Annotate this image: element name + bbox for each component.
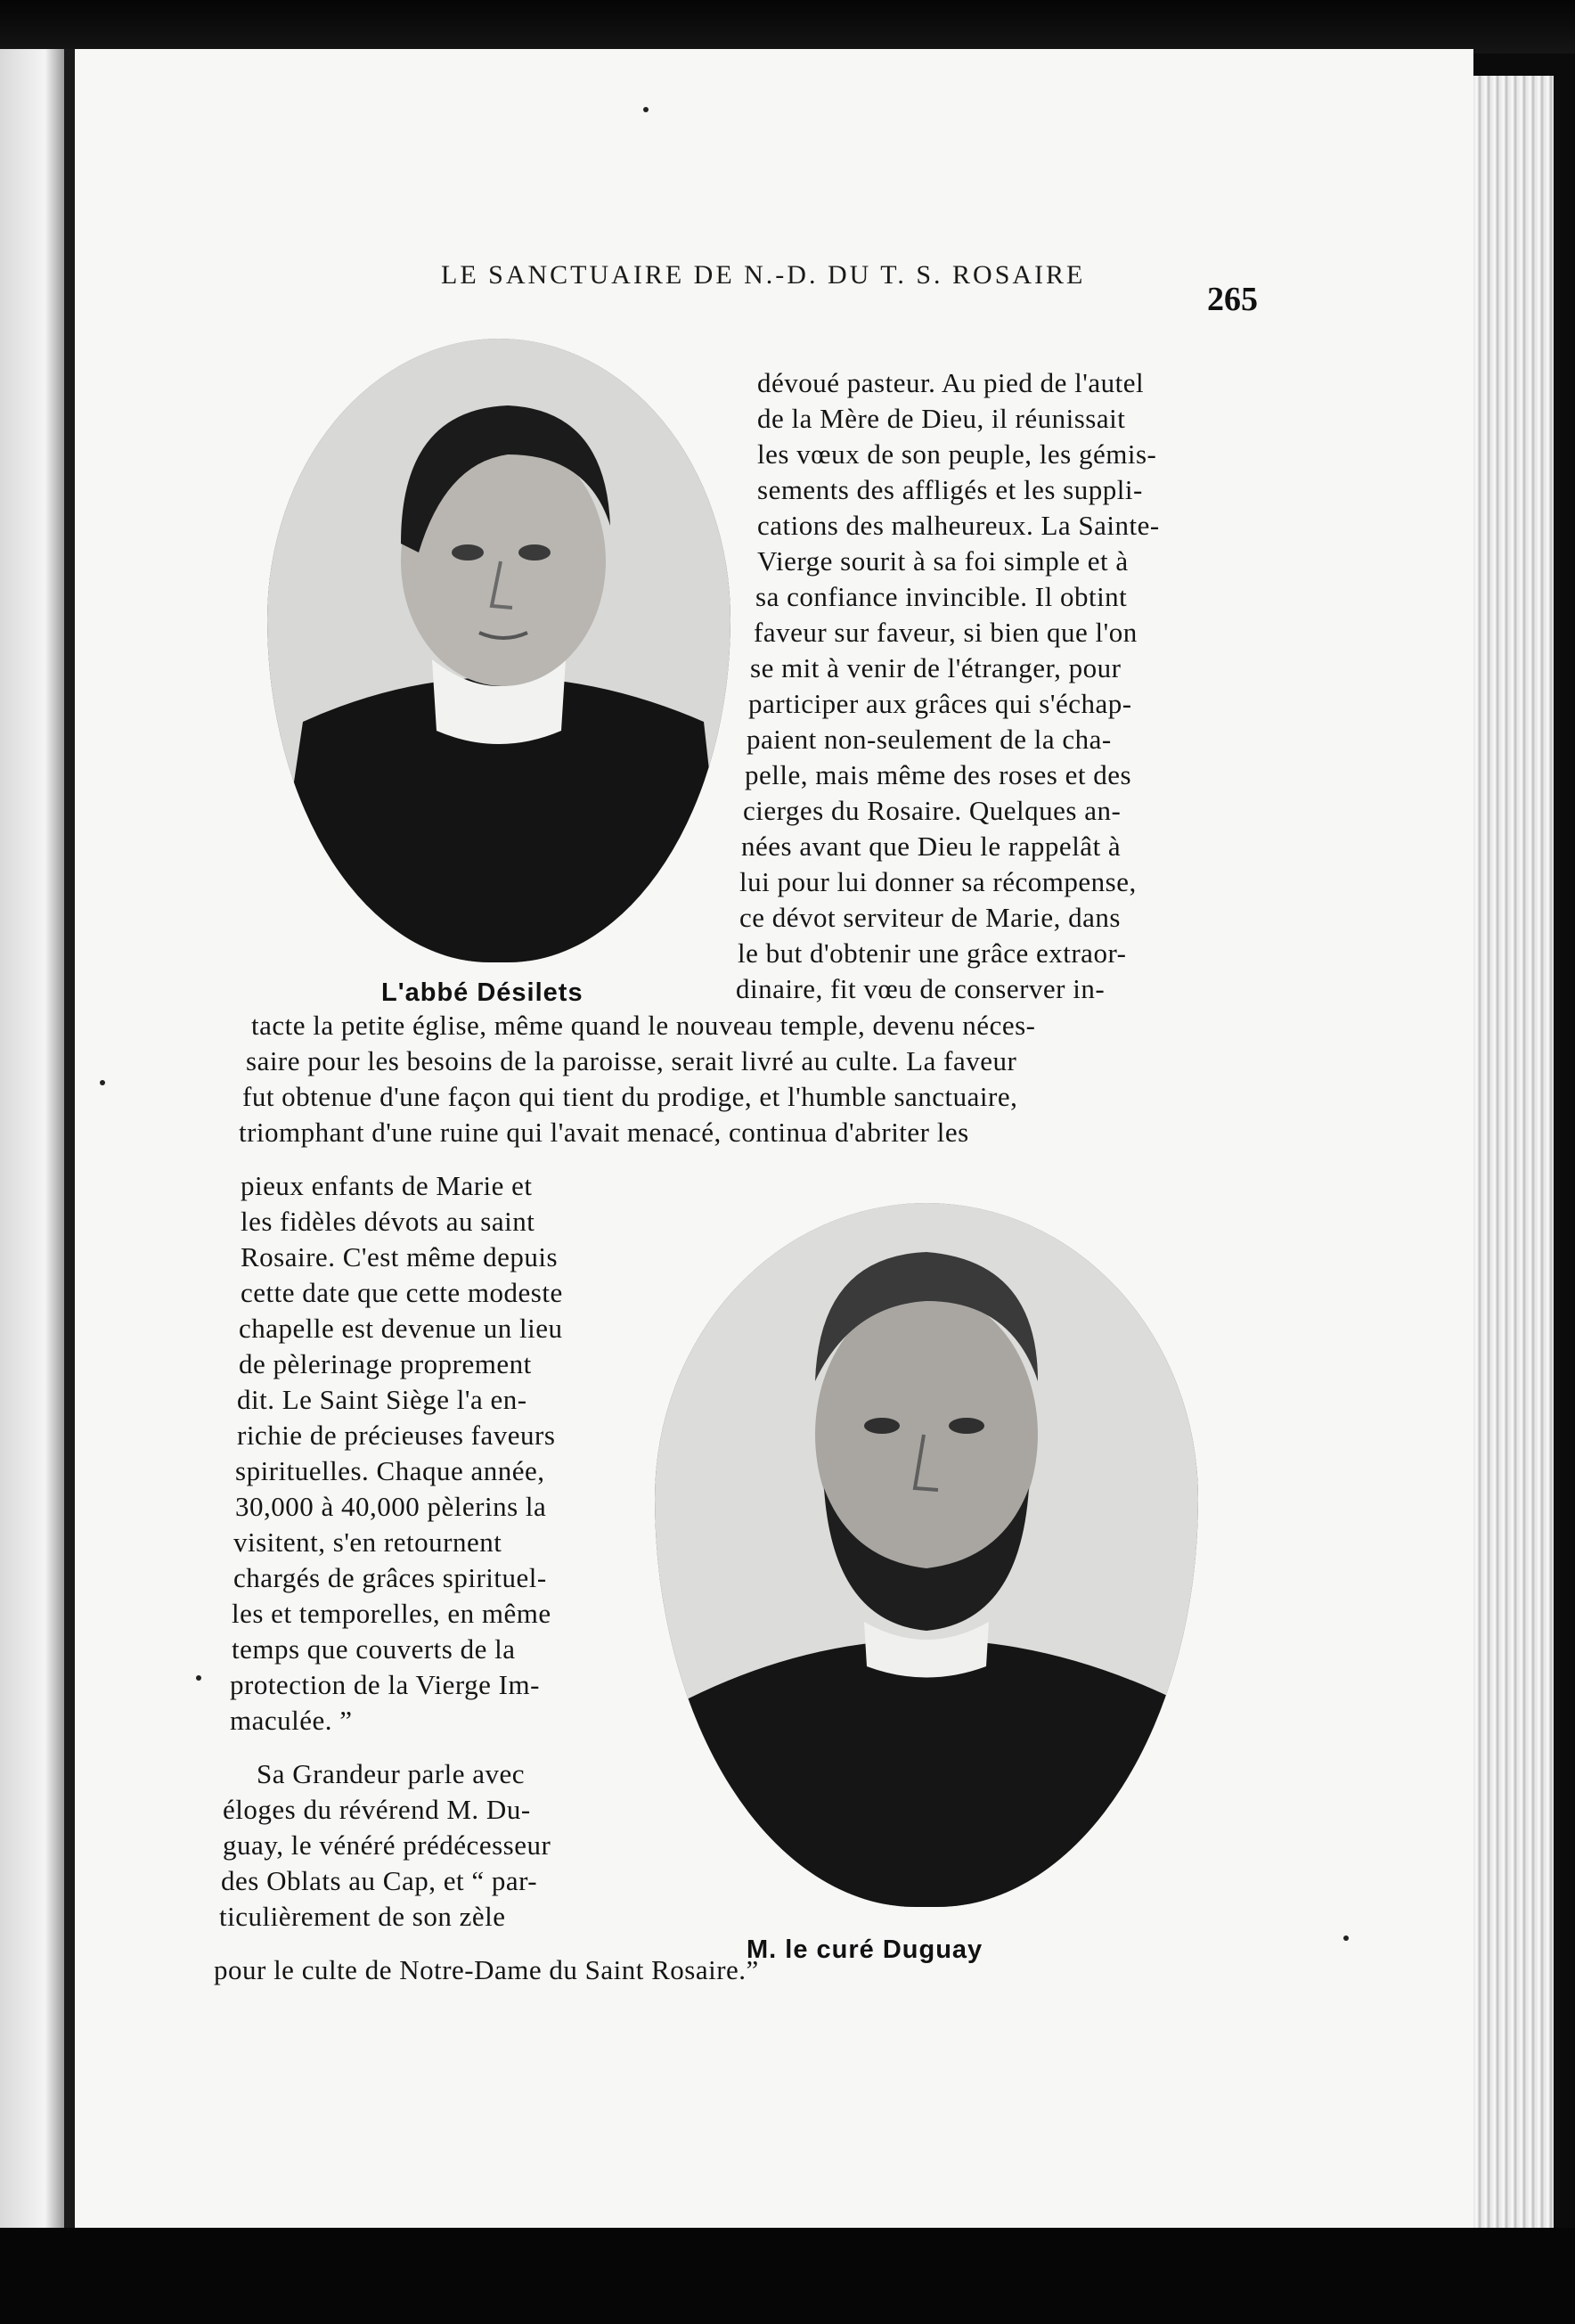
body-text-line: dinaire, fit vœu de conserver in-: [736, 973, 1106, 1004]
body-text-line: sa confiance invincible. Il obtint: [755, 581, 1128, 612]
body-text-line: nées avant que Dieu le rappelât à: [741, 831, 1122, 862]
body-text-line: faveur sur faveur, si bien que l'on: [754, 617, 1138, 648]
scan-speck: [643, 107, 649, 112]
body-text-line: Vierge sourit à sa foi simple et à: [757, 545, 1129, 577]
body-text-line: sements des affligés et les suppli-: [757, 474, 1143, 505]
scan-speck: [1343, 1935, 1349, 1941]
scan-speck: [196, 1675, 201, 1681]
body-text-line: chapelle est devenue un lieu: [239, 1313, 563, 1344]
scan-speck: [100, 1080, 105, 1085]
body-text-line: Sa Grandeur parle avec: [257, 1758, 526, 1789]
body-text-line: le but d'obtenir une grâce extraor-: [738, 937, 1127, 969]
body-text-line: participer aux grâces qui s'échap-: [748, 688, 1132, 719]
scan-top-border: [0, 0, 1575, 53]
body-text-line: 30,000 à 40,000 pèlerins la: [235, 1491, 547, 1522]
body-text-line: dévoué pasteur. Au pied de l'autel: [757, 367, 1145, 398]
body-text-line: lui pour lui donner sa récompense,: [739, 866, 1137, 897]
body-text-line: cette date que cette modeste: [241, 1277, 563, 1308]
body-text-line: de la Mère de Dieu, il réunissait: [757, 403, 1126, 434]
running-head: LE SANCTUAIRE DE N.-D. DU T. S. ROSAIRE: [441, 260, 1086, 290]
body-text-line: temps que couverts de la: [232, 1633, 516, 1665]
body-text-line: triomphant d'une ruine qui l'avait menacé, continua d'abriter les: [239, 1117, 969, 1148]
facing-page-edge: [0, 49, 64, 2250]
body-text-line: pour le culte de Notre-Dame du Saint Rosaire.”: [214, 1954, 759, 1985]
body-text-line: fut obtenue d'une façon qui tient du prodige, et l'humble sanctuaire,: [242, 1081, 1018, 1112]
body-text-line: spirituelles. Chaque année,: [235, 1455, 545, 1486]
body-text-line: paient non-seulement de la cha-: [747, 724, 1112, 755]
body-text-line: pelle, mais même des roses et des: [745, 759, 1132, 790]
body-text-line: des Oblats au Cap, et “ par-: [221, 1865, 538, 1896]
body-text-line: chargés de grâces spirituel-: [233, 1562, 547, 1593]
body-text-line: dit. Le Saint Siège l'a en-: [237, 1384, 527, 1415]
page-stack-edge: [1473, 76, 1554, 2228]
body-text-line: de pèlerinage proprement: [239, 1348, 532, 1379]
scan-bottom-border: [0, 2228, 1575, 2324]
body-text-line: ce dévot serviteur de Marie, dans: [739, 902, 1121, 933]
portrait-caption: M. le curé Duguay: [747, 1935, 983, 1964]
body-text-line: Rosaire. C'est même depuis: [241, 1241, 559, 1272]
portrait-caption: L'abbé Désilets: [381, 978, 583, 1007]
body-text-line: tacte la petite église, même quand le nouveau temple, devenu néces-: [251, 1010, 1036, 1041]
body-text-line: éloges du révérend M. Du-: [223, 1794, 531, 1825]
body-text-line: visitent, s'en retournent: [233, 1526, 502, 1558]
body-text-line: protection de la Vierge Im-: [230, 1669, 540, 1700]
body-text-line: les fidèles dévots au saint: [241, 1206, 535, 1237]
body-text-line: saire pour les besoins de la paroisse, serait livré au culte. La faveur: [246, 1045, 1017, 1076]
body-text-line: cierges du Rosaire. Quelques an-: [743, 795, 1122, 826]
body-text-line: cations des malheureux. La Sainte-: [757, 510, 1160, 541]
body-text-line: les et temporelles, en même: [232, 1598, 551, 1629]
body-text-line: richie de précieuses faveurs: [237, 1420, 556, 1451]
book-gutter: [64, 49, 75, 2250]
page-number: 265: [1207, 281, 1258, 318]
body-text-line: guay, le vénéré prédécesseur: [223, 1829, 551, 1861]
body-text-line: ticulièrement de son zèle: [219, 1901, 506, 1932]
body-text-line: se mit à venir de l'étranger, pour: [750, 652, 1122, 683]
body-text-line: les vœux de son peuple, les gémis-: [757, 438, 1157, 470]
body-text-line: maculée. ”: [230, 1705, 353, 1736]
body-text-line: pieux enfants de Marie et: [241, 1170, 533, 1201]
